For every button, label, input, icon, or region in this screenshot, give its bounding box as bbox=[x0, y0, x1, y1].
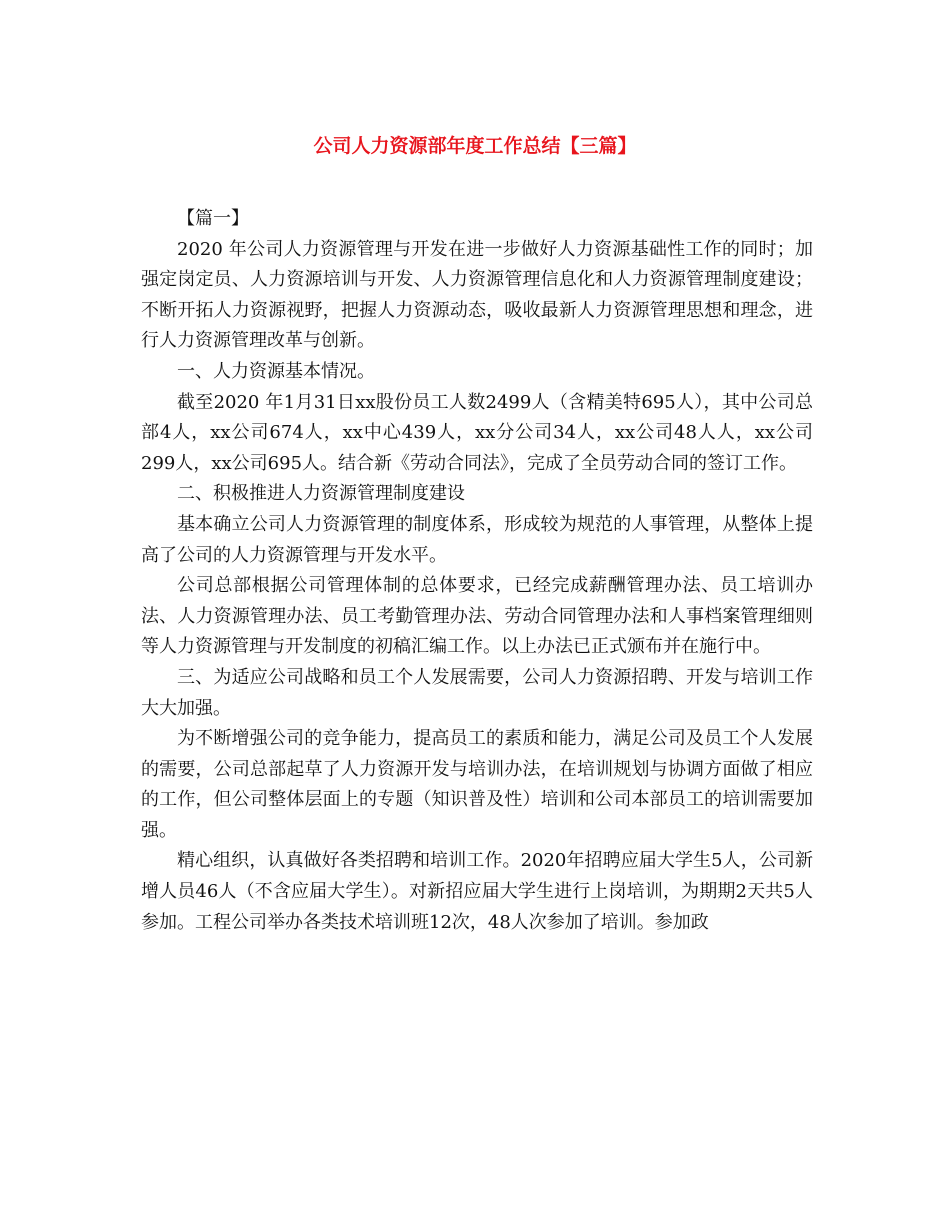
paragraph-system-overview: 基本确立公司人力资源管理的制度体系，形成较为规范的人事管理，从整体上提高了公司的人力资源管理与开发水平。 bbox=[141, 513, 813, 566]
paragraph-training-plan: 为不断增强公司的竞争能力，提高员工的素质和能力，满足公司及员工个人发展的需要，公司总部起草了人力资源开发与培训办法，在培训规划与协调方面做了相应的工作，但公司整体层面上的专题（知识普及性）培训和公司本部员工的培训需要加强。 bbox=[141, 728, 813, 841]
paragraph-management-rules: 公司总部根据公司管理体制的总体要求，已经完成薪酬管理办法、员工培训办法、人力资源管理办法、员工考勤管理办法、劳动合同管理办法和人事档案管理细则等人力资源管理与开发制度的初稿汇编工作。以上办法已正式颁布并在施行中。 bbox=[141, 575, 813, 658]
section-heading-part-one: 【篇一】 bbox=[177, 208, 249, 229]
document-body bbox=[141, 204, 813, 938]
paragraph-staff-numbers: 截至2020 年1月31日xx股份员工人数2499人（含精美特695人），其中公司总部4人，xx公司674人，xx中心439人，xx分公司34人，xx公司48人人，xx公司299人，xx公司695人。结合新《劳动合同法》，完成了全员劳动合同的签订工作。 bbox=[141, 391, 813, 474]
paragraph-recruitment-stats: 精心组织，认真做好各类招聘和培训工作。2020年招聘应届大学生5人，公司新增人员46人（不含应届大学生）。对新招应届大学生进行上岗培训，为期期2天共5人参加。工程公司举办各类技术培训班12次，48人次参加了培训。参加政 bbox=[141, 850, 813, 933]
document-title: 公司人力资源部年度工作总结【三篇】 bbox=[313, 135, 637, 157]
section-heading-recruitment-training: 三、为适应公司战略和员工个人发展需要，公司人力资源招聘、开发与培训工作大大加强。 bbox=[141, 666, 813, 719]
section-heading-system-building: 二、积极推进人力资源管理制度建设 bbox=[177, 483, 465, 505]
section-heading-basic-situation: 一、人力资源基本情况。 bbox=[177, 360, 375, 382]
paragraph-intro: 2020 年公司人力资源管理与开发在进一步做好人力资源基础性工作的同时；加强定岗定员、人力资源培训与开发、人力资源管理信息化和人力资源管理制度建设；不断开拓人力资源视野，把握人力资源动态，吸收最新人力资源管理思想和理念，进行人力资源管理改革与创新。 bbox=[141, 238, 813, 352]
